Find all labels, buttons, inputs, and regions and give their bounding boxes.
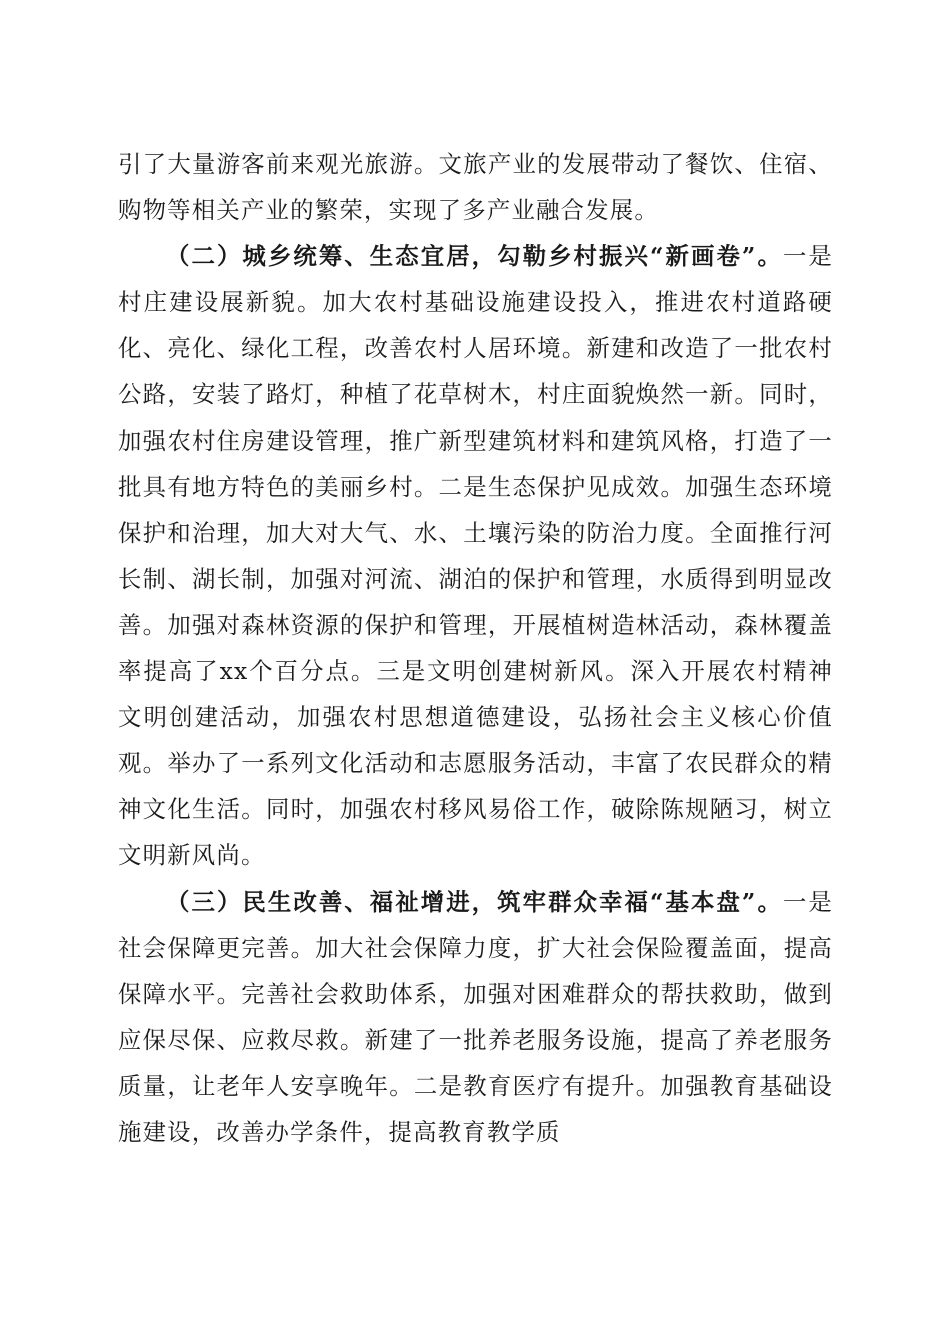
section-2-heading: （二）城乡统筹、生态宜居，勾勒乡村振兴“新画卷”。 (166, 242, 783, 271)
document-body (118, 141, 833, 1155)
paragraph-continuation: 引了大量游客前来观光旅游。文旅产业的发展带动了餐饮、住宿、购物等相关产业的繁荣，实现了多产业融合发展。 (118, 150, 833, 225)
section-2-body: 一是村庄建设展新貌。加大农村基础设施建设投入，推进农村道路硬化、亮化、绿化工程，改善农村人居环境。新建和改造了一批农村公路，安装了路灯，种植了花草树木，村庄面貌焕然一新。同时，加强农村住房建设管理，推广新型建筑材料和建筑风格，打造了一批具有地方特色的美丽乡村。二是生态保护见成效。加强生态环境保护和治理，加大对大气、水、土壤污染的防治力度。全面推行河长制、湖长制，加强对河流、湖泊的保护和管理，水质得到明显改善。加强对森林资源的保护和管理，开展植树造林活动，森林覆盖率提高了xx个百分点。三是文明创建树新风。深入开展农村精神文明创建活动，加强农村思想道德建设，弘扬社会主义核心价值观。举办了一系列文化活动和志愿服务活动，丰富了农民群众的精神文化生活。同时，加强农村移风易俗工作，破除陈规陋习，树立文明新风尚。 (118, 242, 834, 870)
section-3-body: 一是社会保障更完善。加大社会保障力度，扩大社会保险覆盖面，提高保障水平。完善社会救助体系，加强对困难群众的帮扶救助，做到应保尽保、应救尽救。新建了一批养老服务设施，提高了养老服务质量，让老年人安享晚年。二是教育医疗有提升。加强教育基础设施建设，改善办学条件，提高教育教学质 (118, 887, 834, 1146)
section-2-paragraph (118, 233, 833, 878)
section-3-paragraph (118, 879, 833, 1156)
section-3-heading: （三）民生改善、福祉增进，筑牢群众幸福“基本盘”。 (166, 887, 783, 916)
